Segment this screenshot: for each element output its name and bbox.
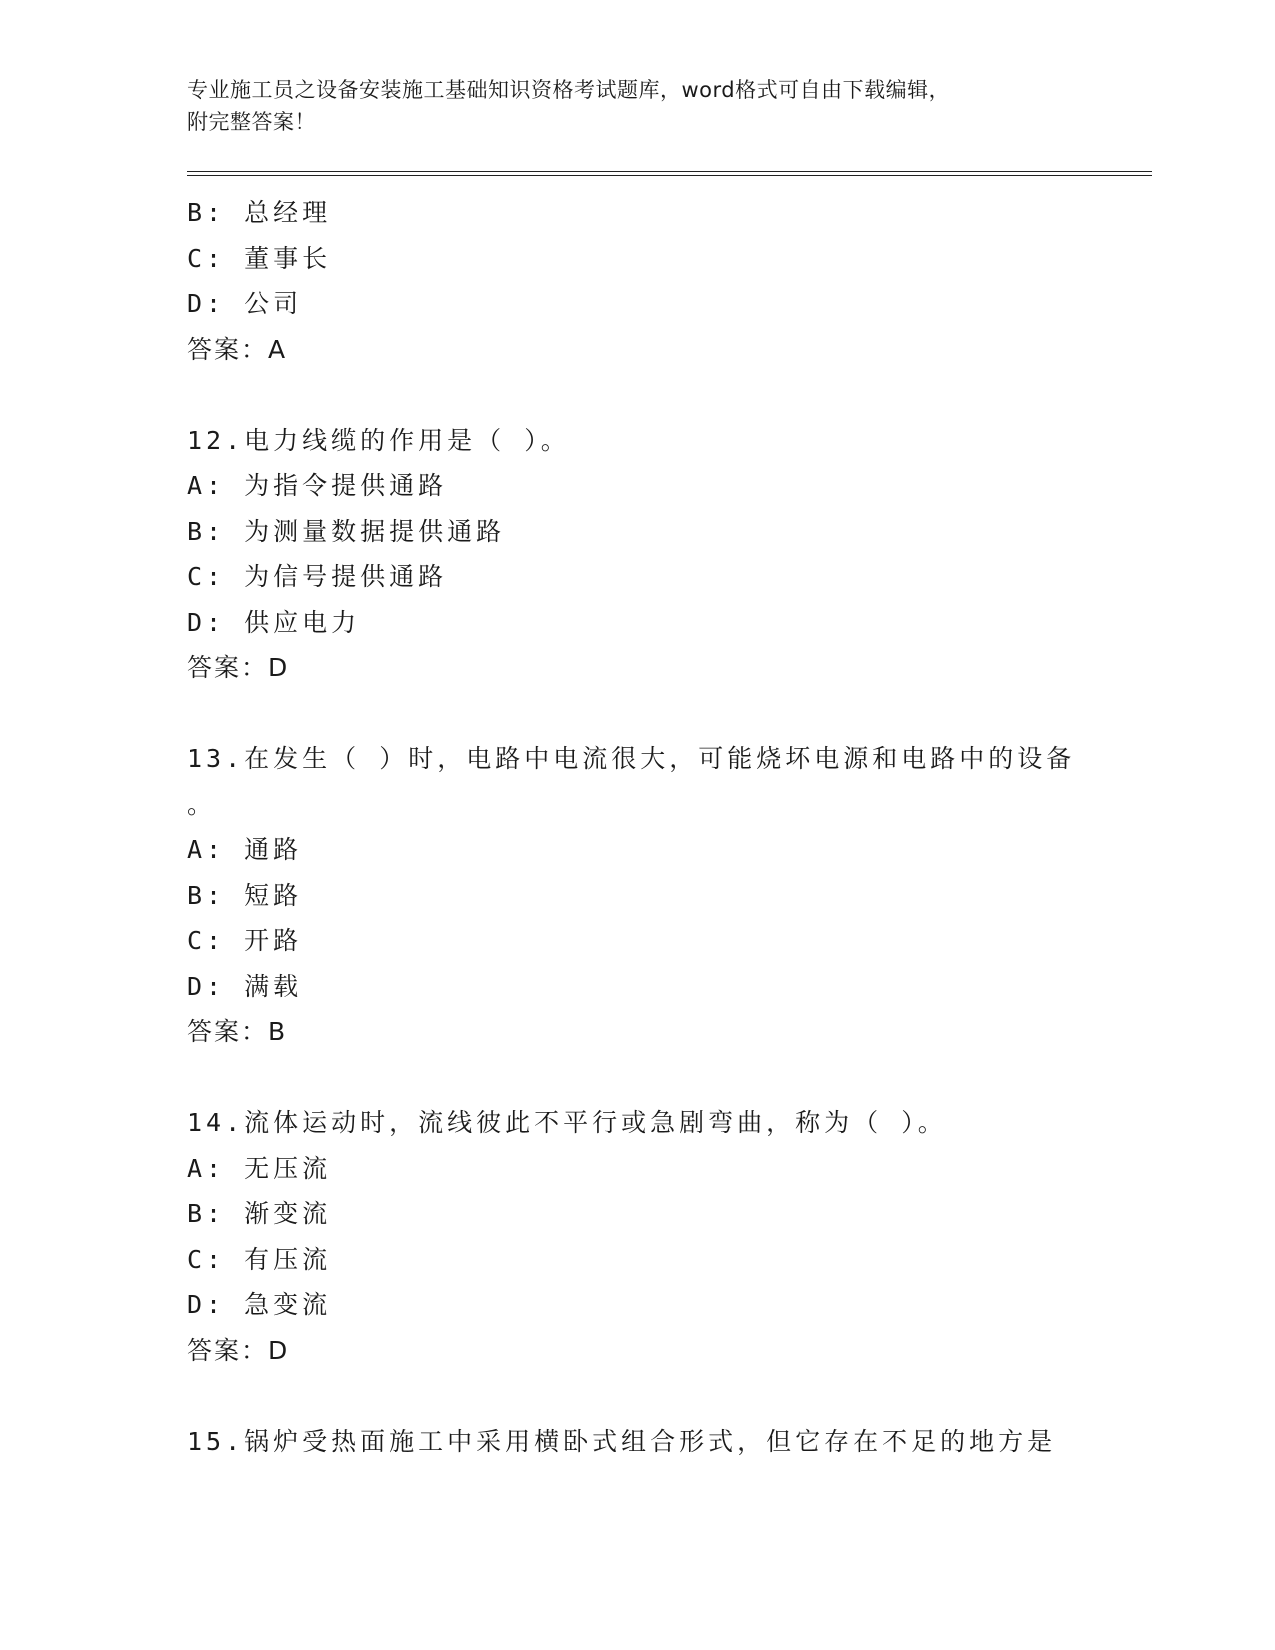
- question-13: [187, 736, 1087, 1055]
- option-d: D: 满载: [187, 971, 303, 1001]
- option-c: C: 开路: [187, 926, 303, 955]
- document-header: [187, 74, 1067, 138]
- question-stem: 14.流体运动时，流线彼此不平行或急剧弯曲，称为（ ）。: [187, 1108, 947, 1137]
- question-stem-continuation: 。: [187, 789, 217, 819]
- question-stem: 15.锅炉受热面施工中采用横卧式组合形式，但它存在不足的地方是: [187, 1426, 1057, 1456]
- header-line-2: 附完整答案！: [187, 110, 316, 134]
- answer-line: 答案：B: [187, 1017, 288, 1046]
- question-stem: 12.电力线缆的作用是（ ）。: [187, 425, 570, 455]
- option-a: A: 为指令提供通路: [187, 471, 448, 500]
- option-d: D: 公司: [187, 289, 303, 318]
- option-c: C: 为信号提供通路: [187, 562, 448, 591]
- question-gap: [187, 1055, 1087, 1101]
- question-stem: 13.在发生（ ）时，电路中电流很大，可能烧坏电源和电路中的设备: [187, 744, 1076, 773]
- answer-line: 答案：D: [187, 653, 290, 682]
- option-c: C: 有压流: [187, 1244, 332, 1274]
- option-d: D: 急变流: [187, 1290, 332, 1319]
- header-rule-bottom: [187, 175, 1152, 176]
- header-rule-top: [187, 171, 1152, 172]
- option-a: A: 无压流: [187, 1153, 332, 1183]
- question-14: [187, 1100, 1087, 1373]
- option-b: B: 为测量数据提供通路: [187, 516, 506, 546]
- option-b: B: 短路: [187, 880, 303, 910]
- option-a: A: 通路: [187, 835, 303, 864]
- question-15: [187, 1419, 1087, 1465]
- question-list: [187, 190, 1087, 1464]
- question-12: [187, 418, 1087, 691]
- option-b: B: 渐变流: [187, 1199, 332, 1228]
- option-b: B: 总经理: [187, 198, 332, 227]
- answer-line: 答案：D: [187, 1335, 290, 1365]
- option-c: C: 董事长: [187, 243, 332, 273]
- question-gap: [187, 691, 1087, 737]
- header-line-1: 专业施工员之设备安装施工基础知识资格考试题库，word格式可自由下载编辑，: [187, 78, 951, 102]
- question-11: [187, 190, 1087, 372]
- option-d: D: 供应电力: [187, 607, 361, 637]
- question-gap: [187, 372, 1087, 418]
- answer-line: 答案：A: [187, 334, 288, 364]
- question-gap: [187, 1373, 1087, 1419]
